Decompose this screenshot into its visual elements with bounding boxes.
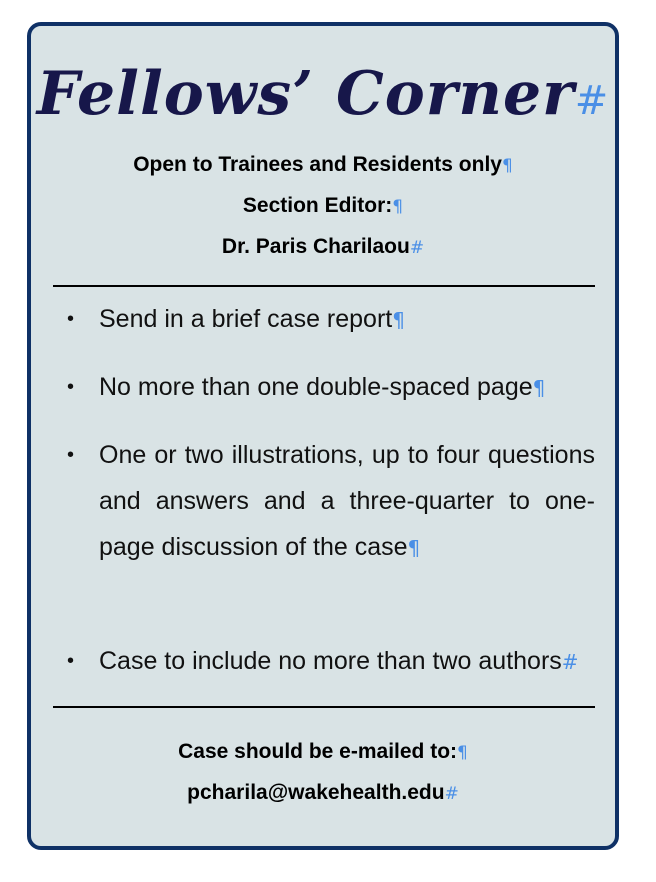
contact-email: pcharila@wakehealth.edu# [187,781,459,804]
list-item: • Case to include no more than two authors# [31,638,615,684]
fellows-corner-card [27,22,619,850]
pilcrow-mark: ¶ [407,536,421,560]
title-text: Fellows’ Corner [36,59,575,129]
list-item: • Send in a brief case report¶ [31,296,615,364]
email-instruction: Case should be e-mailed to:¶ [178,740,468,763]
pilcrow-mark: ¶ [392,308,405,332]
cell-end-mark: # [561,650,579,674]
section-editor-label: Section Editor:¶ [242,194,404,217]
bullet-icon: • [67,308,75,330]
pilcrow-mark: ¶ [501,156,513,176]
submission-guidelines-list [31,296,615,684]
pilcrow-mark: ¶ [457,743,468,763]
section-header [31,144,615,267]
bottom-divider [53,706,595,708]
page-title [31,58,615,137]
bullet-icon: • [67,376,75,398]
bullet-icon: • [67,444,75,466]
bullet-icon: • [67,650,75,672]
list-item: • No more than one double-spaced page¶ [31,364,615,432]
submission-contact [31,731,615,813]
top-divider [53,285,595,287]
pilcrow-mark: ¶ [392,197,404,217]
cell-end-mark: # [409,238,425,258]
cell-end-mark: # [444,784,459,804]
cell-end-mark: # [574,78,610,124]
list-item: • One or two illustrations, up to four questions and answers and a three-quarter to one-page discussion of the case¶ [31,432,615,638]
section-editor-name: Dr. Paris Charilaou# [221,235,425,258]
eligibility-line: Open to Trainees and Residents only¶ [133,153,513,176]
pilcrow-mark: ¶ [532,376,546,400]
